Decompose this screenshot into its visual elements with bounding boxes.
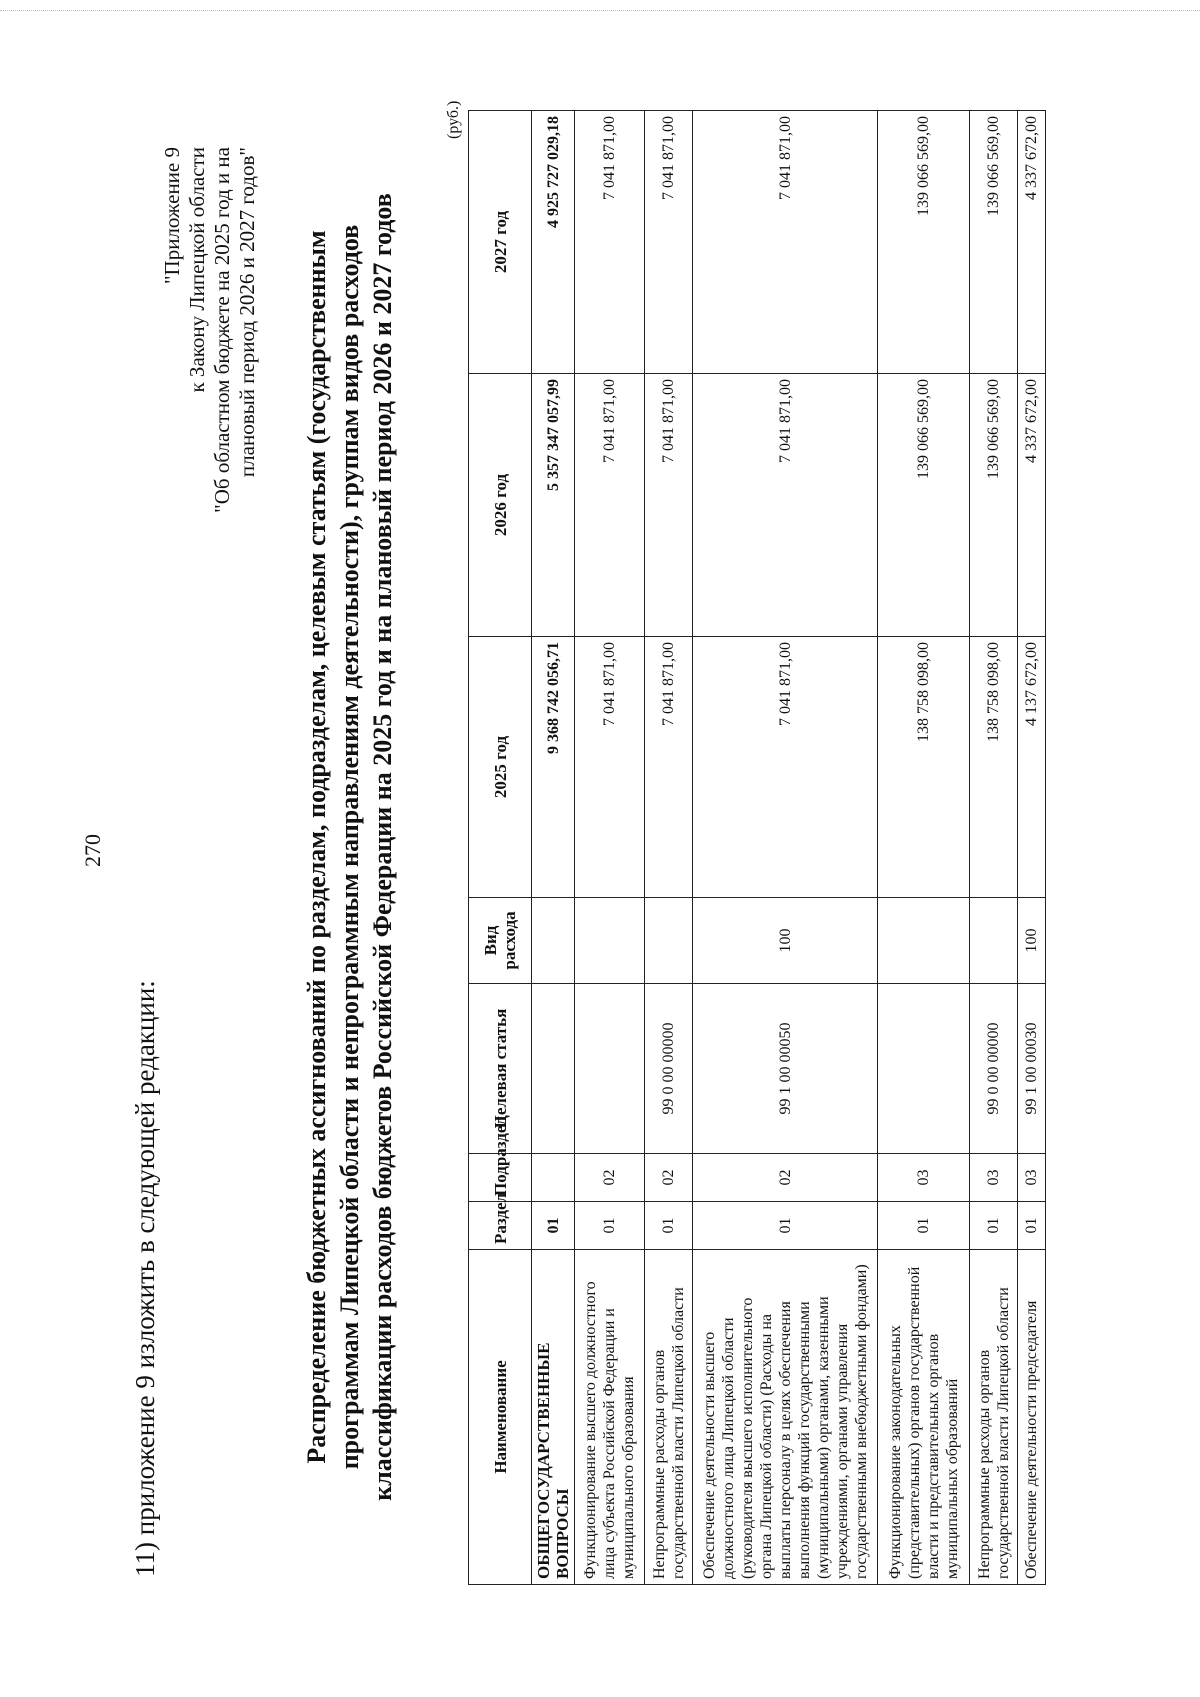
row-section: 01 <box>970 1202 1018 1250</box>
annex-reference <box>160 147 260 547</box>
row-target: 99 1 00 00050 <box>693 984 878 1154</box>
page-number: 270 <box>80 834 105 867</box>
row-subsection: 02 <box>645 1154 693 1202</box>
row-name: Непрограммные расходы органов государственной власти Липецкой области <box>970 1250 1018 1585</box>
row-expense: 100 <box>1018 898 1046 984</box>
row-2025: 9 368 742 056,71 <box>532 637 575 898</box>
annex-line-3: "Об областном бюджете на 2025 год и на <box>210 147 234 513</box>
row-2027: 4 337 672,00 <box>1018 111 1046 374</box>
row-2025: 4 137 672,00 <box>1018 637 1046 898</box>
row-2027: 139 066 569,00 <box>970 111 1018 374</box>
title-line-1: Распределение бюджетных ассигнований по разделам, подразделам, целевым статьям (государственным <box>302 230 331 1464</box>
table-row <box>878 111 970 1585</box>
row-subsection: 03 <box>878 1154 970 1202</box>
row-target <box>575 984 645 1154</box>
row-name: ОБЩЕГОСУДАРСТВЕННЫЕ ВОПРОСЫ <box>532 1250 575 1585</box>
header-name: Наименование <box>469 1250 532 1585</box>
row-2027: 7 041 871,00 <box>575 111 645 374</box>
document-title <box>300 97 399 1597</box>
row-subsection: 03 <box>970 1154 1018 1202</box>
header-2025: 2025 год <box>469 637 532 898</box>
row-2026: 4 337 672,00 <box>1018 374 1046 637</box>
row-2027: 7 041 871,00 <box>693 111 878 374</box>
annex-line-1: "Приложение 9 <box>160 147 184 285</box>
row-section: 01 <box>645 1202 693 1250</box>
row-expense: 100 <box>693 898 878 984</box>
row-name: Непрограммные расходы органов государственной власти Липецкой области <box>645 1250 693 1585</box>
row-subsection <box>532 1154 575 1202</box>
table-body <box>532 111 1046 1585</box>
header-subsection: Подраздел <box>469 1154 532 1202</box>
table-row <box>693 111 878 1585</box>
row-subsection: 03 <box>1018 1154 1046 1202</box>
header-2027: 2027 год <box>469 111 532 374</box>
row-2025: 7 041 871,00 <box>693 637 878 898</box>
row-2026: 7 041 871,00 <box>693 374 878 637</box>
budget-table <box>468 110 1046 1585</box>
row-section: 01 <box>693 1202 878 1250</box>
row-subsection: 02 <box>575 1154 645 1202</box>
row-section: 01 <box>532 1202 575 1250</box>
header-section: Раздел <box>469 1202 532 1250</box>
row-2026: 139 066 569,00 <box>970 374 1018 637</box>
row-2027: 139 066 569,00 <box>878 111 970 374</box>
row-target: 99 1 00 00030 <box>1018 984 1046 1154</box>
row-2026: 5 357 347 057,99 <box>532 374 575 637</box>
row-expense <box>645 898 693 984</box>
row-expense <box>575 898 645 984</box>
title-line-2: программам Липецкой области и непрограммным направлениям деятельности), группам видов расходов <box>335 224 364 1470</box>
row-name: Обеспечение деятельности высшего должностного лица Липецкой области (руководителя высшего исполнительного органа Липецкой области) (Расходы на выплаты персоналу в целях обеспечения выполнения функций государственными (муниципальными) органами, казенными учреждениями, органами управления государственными внебюджетными фондами) <box>693 1250 878 1585</box>
row-expense <box>878 898 970 984</box>
row-section: 01 <box>878 1202 970 1250</box>
row-target: 99 0 00 00000 <box>645 984 693 1154</box>
table-header <box>469 111 532 1585</box>
header-target-article: Целевая статья <box>469 984 532 1154</box>
currency-unit: (руб.) <box>445 100 462 139</box>
annex-line-4: плановый период 2026 и 2027 годов" <box>235 147 259 478</box>
row-expense <box>970 898 1018 984</box>
annex-line-2: к Закону Липецкой области <box>185 147 209 393</box>
table-row <box>575 111 645 1585</box>
row-2027: 4 925 727 029,18 <box>532 111 575 374</box>
title-line-3: классификации расходов бюджетов Российской Федерации на 2025 год и на плановый период 2026 и 2027 годов <box>368 193 397 1501</box>
row-2026: 7 041 871,00 <box>575 374 645 637</box>
row-target <box>878 984 970 1154</box>
row-name: Функционирование высшего должностного лица субъекта Российской Федерации и муниципального образования <box>575 1250 645 1585</box>
table-row <box>532 111 575 1585</box>
row-2025: 7 041 871,00 <box>575 637 645 898</box>
table-row <box>970 111 1018 1585</box>
row-target: 99 0 00 00000 <box>970 984 1018 1154</box>
row-name: Обеспечение деятельности председателя <box>1018 1250 1046 1585</box>
row-2026: 7 041 871,00 <box>645 374 693 637</box>
row-2025: 138 758 098,00 <box>878 637 970 898</box>
row-target <box>532 984 575 1154</box>
row-2026: 139 066 569,00 <box>878 374 970 637</box>
row-name: Функционирование законодательных (представительных) органов государственной власти и представительных органов муниципальных образований <box>878 1250 970 1585</box>
row-expense <box>532 898 575 984</box>
row-2025: 138 758 098,00 <box>970 637 1018 898</box>
table-row <box>645 111 693 1585</box>
header-expense-type: Вид расхода <box>469 898 532 984</box>
row-2025: 7 041 871,00 <box>645 637 693 898</box>
table-row <box>1018 111 1046 1585</box>
header-row <box>469 111 532 1585</box>
amendment-intro: 11) приложение 9 изложить в следующей редакции: <box>130 980 160 1577</box>
row-section: 01 <box>575 1202 645 1250</box>
row-subsection: 02 <box>693 1154 878 1202</box>
header-2026: 2026 год <box>469 374 532 637</box>
row-section: 01 <box>1018 1202 1046 1250</box>
row-2027: 7 041 871,00 <box>645 111 693 374</box>
